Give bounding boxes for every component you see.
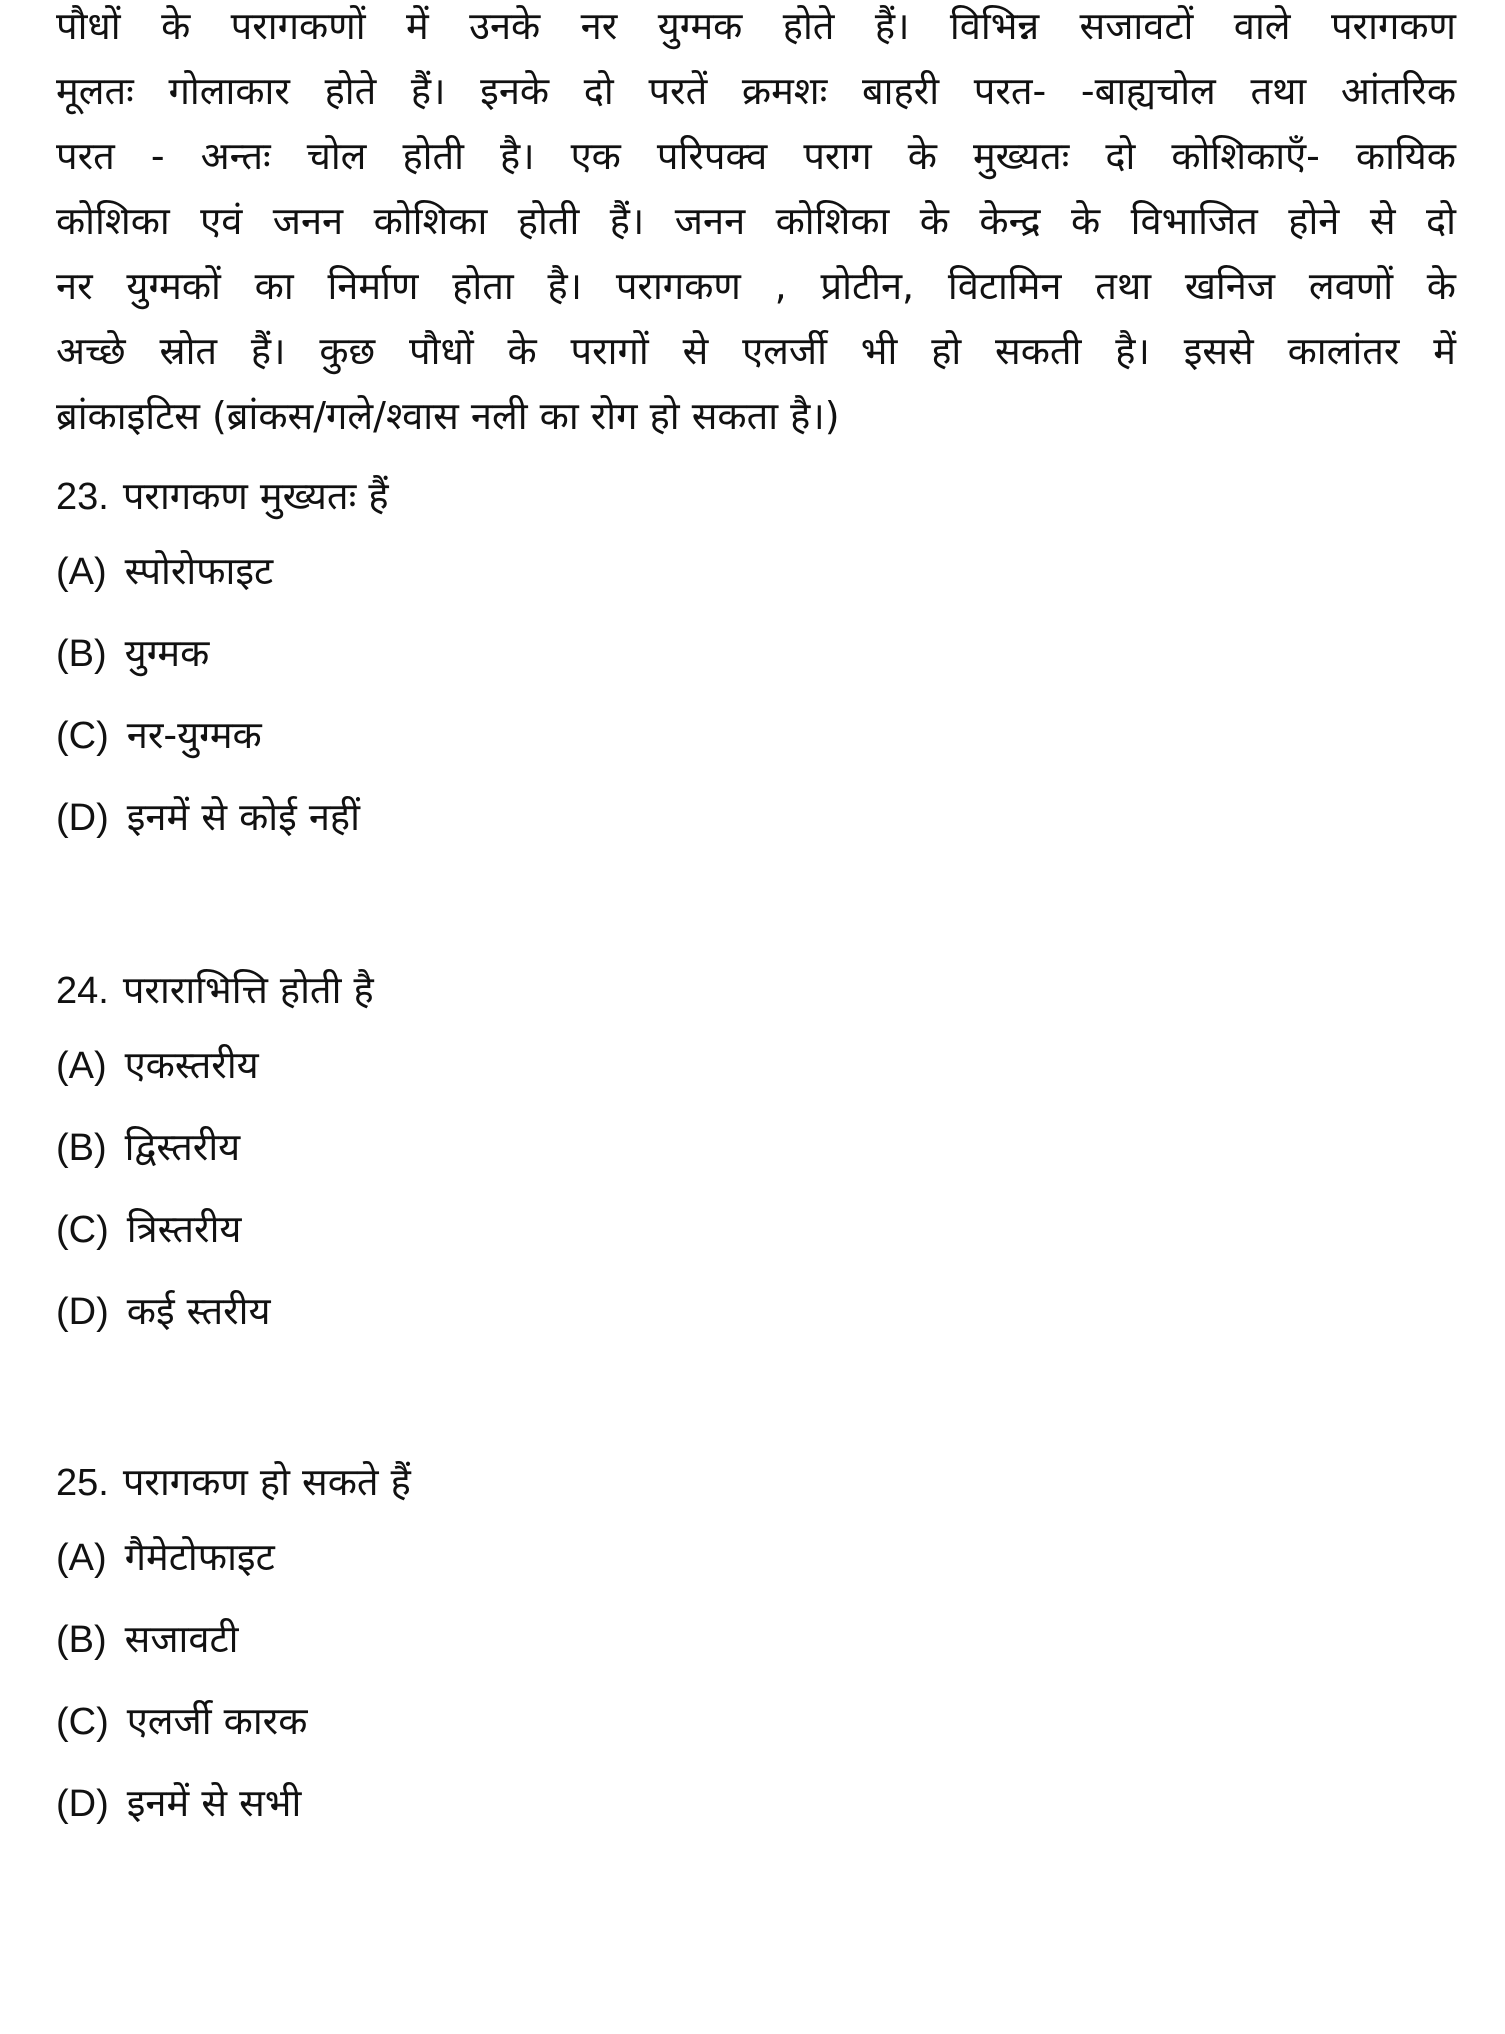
option-text: त्रिस्तरीय bbox=[126, 1207, 242, 1251]
question-text: पराराभित्ति होती है bbox=[122, 968, 374, 1012]
question-stem bbox=[56, 466, 1356, 526]
question-stem bbox=[56, 1452, 1356, 1512]
option-key: (D) bbox=[56, 1291, 109, 1333]
option-key: (C) bbox=[56, 1701, 109, 1743]
option-key: (A) bbox=[56, 551, 107, 593]
option-text: युग्मक bbox=[124, 631, 210, 675]
option-b bbox=[56, 1598, 1356, 1680]
option-key: (D) bbox=[56, 1783, 109, 1825]
option-key: (C) bbox=[56, 1209, 109, 1251]
question-number: 24. bbox=[56, 970, 109, 1012]
passage bbox=[56, 0, 1456, 449]
passage-line: नर युग्मकों का निर्माण होता है। परागकण , प्रोटीन, विटामिन तथा खनिज लवणों के bbox=[56, 264, 1456, 308]
passage-line: मूलतः गोलाकार होते हैं। इनके दो परतें क्रमशः बाहरी परत- -बाह्यचोल तथा आंतरिक bbox=[56, 69, 1456, 113]
question-25 bbox=[56, 1452, 1356, 1844]
option-key: (B) bbox=[56, 1619, 107, 1661]
option-b bbox=[56, 1106, 1356, 1188]
option-c bbox=[56, 1680, 1356, 1762]
question-23 bbox=[56, 466, 1356, 858]
option-key: (C) bbox=[56, 715, 109, 757]
option-text: स्पोरोफाइट bbox=[124, 549, 274, 593]
option-d bbox=[56, 1270, 1356, 1352]
option-c bbox=[56, 694, 1356, 776]
option-list bbox=[56, 1516, 1356, 1844]
passage-line: ब्रांकाइटिस (ब्रांकस/गले/श्वास नली का रोग हो सकता है।) bbox=[56, 394, 840, 438]
question-number: 25. bbox=[56, 1462, 109, 1504]
option-c bbox=[56, 1188, 1356, 1270]
option-a bbox=[56, 1024, 1356, 1106]
option-text: एकस्तरीय bbox=[124, 1043, 259, 1087]
passage-line: कोशिका एवं जनन कोशिका होती हैं। जनन कोशिका के केन्द्र के विभाजित होने से दो bbox=[56, 199, 1456, 243]
option-text: इनमें से कोई नहीं bbox=[126, 795, 360, 839]
question-text: परागकण मुख्यतः हैं bbox=[122, 474, 389, 518]
option-text: कई स्तरीय bbox=[126, 1289, 271, 1333]
question-number: 23. bbox=[56, 476, 109, 518]
option-list bbox=[56, 1024, 1356, 1352]
option-key: (B) bbox=[56, 1127, 107, 1169]
option-key: (A) bbox=[56, 1045, 107, 1087]
option-d bbox=[56, 1762, 1356, 1844]
option-a bbox=[56, 1516, 1356, 1598]
option-text: द्विस्तरीय bbox=[124, 1125, 241, 1169]
question-text: परागकण हो सकते हैं bbox=[122, 1460, 411, 1504]
option-key: (A) bbox=[56, 1537, 107, 1579]
option-text: इनमें से सभी bbox=[126, 1781, 302, 1825]
option-text: नर-युग्मक bbox=[126, 713, 262, 757]
option-text: सजावटी bbox=[124, 1617, 239, 1661]
question-24 bbox=[56, 960, 1356, 1352]
option-text: एलर्जी कारक bbox=[126, 1699, 308, 1743]
option-key: (D) bbox=[56, 797, 109, 839]
passage-line: परत - अन्तः चोल होती है। एक परिपक्व पराग के मुख्यतः दो कोशिकाएँ- कायिक bbox=[56, 134, 1456, 178]
option-list bbox=[56, 530, 1356, 858]
option-b bbox=[56, 612, 1356, 694]
option-text: गैमेटोफाइट bbox=[124, 1535, 275, 1579]
option-a bbox=[56, 530, 1356, 612]
passage-line: अच्छे स्रोत हैं। कुछ पौधों के परागों से एलर्जी भी हो सकती है। इससे कालांतर में bbox=[56, 329, 1456, 373]
question-stem bbox=[56, 960, 1356, 1020]
option-d bbox=[56, 776, 1356, 858]
passage-line: पौधों के परागकणों में उनके नर युग्मक होते हैं। विभिन्न सजावटों वाले परागकण bbox=[56, 4, 1456, 48]
option-key: (B) bbox=[56, 633, 107, 675]
